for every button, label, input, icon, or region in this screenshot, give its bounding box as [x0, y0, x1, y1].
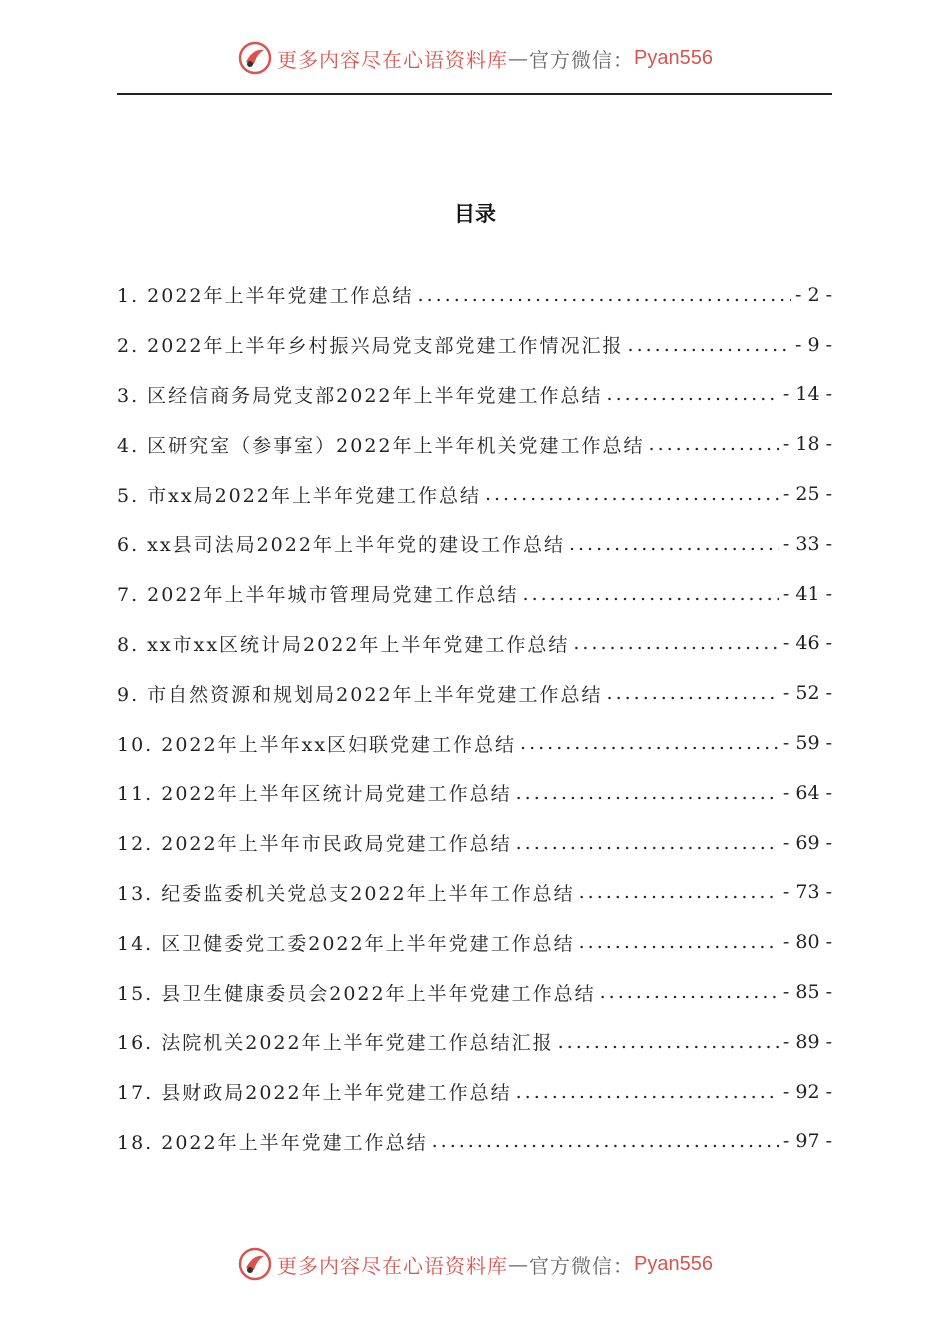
toc-entry-page: - 97 -	[782, 1130, 832, 1153]
toc-dot-leader	[600, 981, 779, 1003]
toc-entry-title: 10. 2022年上半年xx区妇联党建工作总结	[117, 733, 517, 756]
toc-entry-page: - 89 -	[782, 1030, 832, 1053]
toc-entry[interactable]	[117, 668, 832, 718]
footer-wechat-id: Pyan556	[634, 1252, 713, 1275]
toc-entry[interactable]	[117, 718, 832, 768]
table-of-contents	[117, 270, 832, 1166]
toc-entry-title: 6. xx县司法局2022年上半年党的建设工作总结	[117, 534, 565, 557]
toc-entry[interactable]	[117, 419, 832, 469]
toc-dot-leader	[516, 782, 779, 804]
toc-dot-leader	[558, 1031, 779, 1053]
toc-entry-title: 18. 2022年上半年党建工作总结	[117, 1131, 428, 1154]
toc-entry[interactable]	[117, 818, 832, 868]
toc-entry-title: 9. 市自然资源和规划局2022年上半年党建工作总结	[117, 683, 603, 706]
header-banner	[0, 38, 950, 78]
toc-entry[interactable]	[117, 868, 832, 918]
toc-entry[interactable]	[117, 519, 832, 569]
toc-entry[interactable]	[117, 619, 832, 669]
toc-entry-page: - 73 -	[782, 881, 832, 904]
toc-entry-page: - 80 -	[782, 931, 832, 954]
toc-entry-page: - 85 -	[782, 981, 832, 1004]
toc-entry[interactable]	[117, 370, 832, 420]
toc-entry-title: 1. 2022年上半年党建工作总结	[117, 285, 414, 308]
toc-entry[interactable]	[117, 569, 832, 619]
toc-dot-leader	[573, 632, 779, 654]
toc-entry-title: 15. 县卫生健康委员会2022年上半年党建工作总结	[117, 982, 596, 1005]
toc-entry-title: 17. 县财政局2022年上半年党建工作总结	[117, 1082, 512, 1105]
toc-entry-page: - 92 -	[782, 1080, 832, 1103]
toc-dot-leader	[516, 1081, 779, 1103]
header-brand-text: 更多内容尽在心语资料库	[277, 47, 509, 72]
brand-logo-icon	[237, 1246, 273, 1282]
toc-entry-title: 4. 区研究室（参事室）2022年上半年机关党建工作总结	[117, 434, 645, 457]
toc-dot-leader	[607, 682, 779, 704]
toc-dot-leader	[418, 284, 791, 306]
toc-entry-page: - 69 -	[782, 831, 832, 854]
footer-wechat-label: 官方微信：	[529, 1253, 635, 1278]
toc-dot-leader	[628, 334, 791, 356]
toc-dot-leader	[649, 433, 779, 455]
brand-logo-icon	[237, 40, 273, 76]
header-wechat-id: Pyan556	[634, 46, 713, 69]
toc-entry-page: - 18 -	[782, 433, 832, 456]
footer-banner	[0, 1244, 950, 1284]
toc-entry-page: - 25 -	[782, 483, 832, 506]
header-divider	[117, 93, 832, 95]
toc-entry[interactable]	[117, 469, 832, 519]
toc-dot-leader	[523, 583, 779, 605]
toc-dot-leader	[579, 881, 779, 903]
toc-dot-leader	[485, 483, 779, 505]
toc-entry-page: - 46 -	[782, 632, 832, 655]
toc-entry[interactable]	[117, 1117, 832, 1167]
toc-dot-leader	[432, 1130, 779, 1152]
toc-entry-title: 13. 纪委监委机关党总支2022年上半年工作总结	[117, 882, 575, 905]
toc-entry-title: 11. 2022年上半年区统计局党建工作总结	[117, 783, 512, 806]
toc-entry[interactable]	[117, 1017, 832, 1067]
toc-dot-leader	[607, 383, 779, 405]
toc-entry[interactable]	[117, 967, 832, 1017]
footer-brand-text: 更多内容尽在心语资料库	[277, 1253, 509, 1278]
toc-dot-leader	[516, 832, 779, 854]
toc-entry-page: - 2 -	[794, 283, 832, 306]
toc-entry-page: - 14 -	[782, 383, 832, 406]
toc-dot-leader	[579, 931, 779, 953]
footer-separator: —	[508, 1252, 530, 1276]
toc-entry-title: 14. 区卫健委党工委2022年上半年党建工作总结	[117, 932, 575, 955]
toc-entry-title: 7. 2022年上半年城市管理局党建工作总结	[117, 584, 519, 607]
header-separator: —	[508, 46, 530, 70]
toc-entry[interactable]	[117, 917, 832, 967]
toc-entry-page: - 41 -	[782, 582, 832, 605]
toc-entry-title: 5. 市xx局2022年上半年党建工作总结	[117, 484, 481, 507]
toc-dot-leader	[569, 533, 779, 555]
toc-entry-title: 16. 法院机关2022年上半年党建工作总结汇报	[117, 1032, 554, 1055]
toc-entry-page: - 33 -	[782, 532, 832, 555]
toc-entry-title: 8. xx市xx区统计局2022年上半年党建工作总结	[117, 633, 570, 656]
toc-entry-page: - 9 -	[794, 333, 832, 356]
toc-entry[interactable]	[117, 320, 832, 370]
toc-entry-title: 3. 区经信商务局党支部2022年上半年党建工作总结	[117, 384, 603, 407]
toc-entry-title: 12. 2022年上半年市民政局党建工作总结	[117, 833, 512, 856]
toc-entry-title: 2. 2022年上半年乡村振兴局党支部党建工作情况汇报	[117, 335, 624, 358]
toc-entry[interactable]	[117, 270, 832, 320]
toc-entry-page: - 52 -	[782, 682, 832, 705]
toc-dot-leader	[520, 732, 779, 754]
toc-entry[interactable]	[117, 1067, 832, 1117]
toc-entry-page: - 59 -	[782, 732, 832, 755]
toc-entry-page: - 64 -	[782, 781, 832, 804]
page-title: 目录	[454, 202, 496, 226]
toc-entry[interactable]	[117, 768, 832, 818]
header-wechat-label: 官方微信：	[529, 47, 635, 72]
